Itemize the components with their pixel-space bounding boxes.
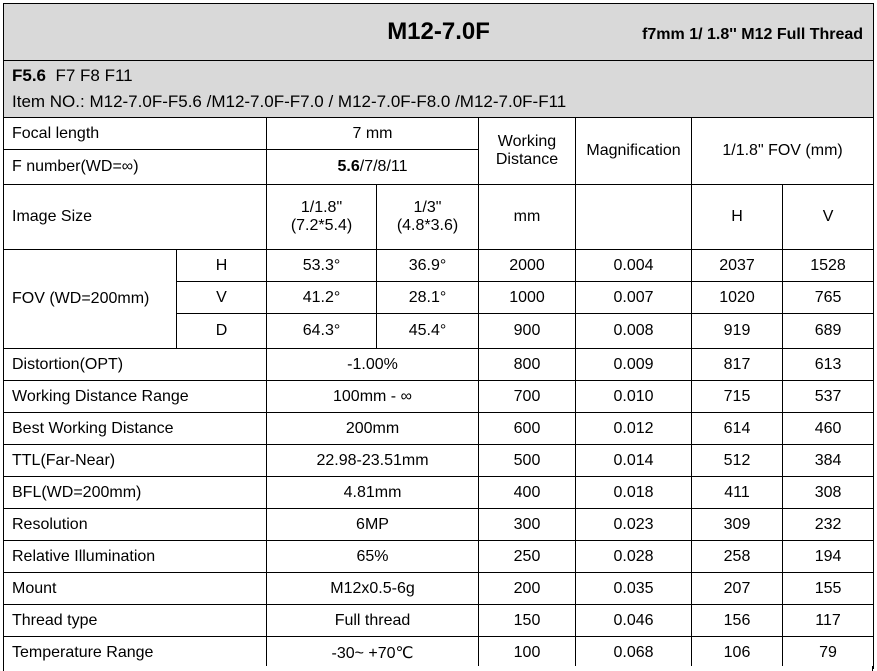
spec-row — [4, 573, 874, 605]
wd-value: 2000 — [479, 250, 576, 282]
wd-value: 800 — [479, 349, 576, 381]
fov-v-value: 155 — [783, 573, 874, 605]
fov-value-1: 41.2° — [267, 282, 377, 314]
fov-h-value: 1020 — [692, 282, 783, 314]
spec-value: 4.81mm — [267, 477, 479, 509]
spec-label: Mount — [4, 573, 267, 605]
fov-h-value: 411 — [692, 477, 783, 509]
fov-value-2: 28.1° — [377, 282, 479, 314]
spec-row — [4, 509, 874, 541]
spec-label: TTL(Far-Near) — [4, 445, 267, 477]
spec-sheet — [3, 3, 873, 669]
fov-v-header: V — [783, 185, 874, 250]
spec-label: Best Working Distance — [4, 413, 267, 445]
spec-label: Working Distance Range — [4, 381, 267, 413]
spec-value: 6MP — [267, 509, 479, 541]
item-number: Item NO.: M12-7.0F-F5.6 /M12-7.0F-F7.0 / M12-7.0F-F8.0 /M12-7.0F-F11 — [12, 92, 567, 111]
spec-value: Full thread — [267, 605, 479, 637]
fov-h-value: 207 — [692, 573, 783, 605]
fov-v-value: 537 — [783, 381, 874, 413]
fov-axis: D — [177, 314, 267, 349]
f-selected: F5.6 — [12, 66, 47, 85]
item-row — [4, 61, 874, 118]
wd-value: 300 — [479, 509, 576, 541]
mag-value: 0.068 — [576, 637, 692, 669]
fov-h-value: 512 — [692, 445, 783, 477]
spec-row — [4, 349, 874, 381]
title-row — [4, 4, 874, 61]
focal-length-label: Focal length — [4, 118, 267, 150]
wd-value: 200 — [479, 573, 576, 605]
mag-value: 0.014 — [576, 445, 692, 477]
fov-h-value: 106 — [692, 637, 783, 669]
f-variants — [12, 63, 873, 89]
mag-value: 0.012 — [576, 413, 692, 445]
fov-v-value: 689 — [783, 314, 874, 349]
image-size-col2: 1/3" (4.8*3.6) — [377, 185, 479, 250]
spec-value: M12x0.5-6g — [267, 573, 479, 605]
mag-value: 0.004 — [576, 250, 692, 282]
fov-v-value: 613 — [783, 349, 874, 381]
fov-h-value: 309 — [692, 509, 783, 541]
fov-h-value: 258 — [692, 541, 783, 573]
f-number-value: 5.6/7/8/11 — [267, 150, 479, 185]
spec-table — [3, 3, 874, 669]
wd-value: 250 — [479, 541, 576, 573]
image-size-label: Image Size — [4, 185, 267, 250]
fov-h-value: 2037 — [692, 250, 783, 282]
f-number-label: F number(WD=∞) — [4, 150, 267, 185]
wd-value: 100 — [479, 637, 576, 669]
title-cell — [4, 4, 874, 61]
fov-axis: H — [177, 250, 267, 282]
magnification-header: Magnification — [576, 118, 692, 185]
spec-label: Temperature Range — [4, 637, 267, 669]
fov-value-2: 36.9° — [377, 250, 479, 282]
item-cell — [4, 61, 874, 118]
spec-row — [4, 381, 874, 413]
spec-value: -30~ +70℃ — [267, 637, 479, 669]
wd-value: 150 — [479, 605, 576, 637]
spec-row — [4, 477, 874, 509]
spec-value: -1.00% — [267, 349, 479, 381]
fov-row — [4, 250, 874, 282]
spec-label: BFL(WD=200mm) — [4, 477, 267, 509]
mag-value: 0.007 — [576, 282, 692, 314]
model-subtitle: f7mm 1/ 1.8'' M12 Full Thread — [642, 26, 864, 43]
mag-value: 0.009 — [576, 349, 692, 381]
fov-v-value: 79 — [783, 637, 874, 669]
fov-header: 1/1.8" FOV (mm) — [692, 118, 874, 185]
mag-value: 0.028 — [576, 541, 692, 573]
spec-label: Distortion(OPT) — [4, 349, 267, 381]
wd-value: 600 — [479, 413, 576, 445]
mag-value: 0.010 — [576, 381, 692, 413]
fov-v-value: 117 — [783, 605, 874, 637]
fov-value-2: 45.4° — [377, 314, 479, 349]
wd-value: 700 — [479, 381, 576, 413]
fov-h-value: 614 — [692, 413, 783, 445]
fov-v-value: 308 — [783, 477, 874, 509]
fov-h-header: H — [692, 185, 783, 250]
mag-value: 0.018 — [576, 477, 692, 509]
fov-h-value: 817 — [692, 349, 783, 381]
image-size-row — [4, 185, 874, 250]
spec-row — [4, 445, 874, 477]
f-others: F7 F8 F11 — [55, 66, 133, 85]
image-size-col1: 1/1.8" (7.2*5.4) — [267, 185, 377, 250]
mag-value: 0.035 — [576, 573, 692, 605]
fov-v-value: 232 — [783, 509, 874, 541]
model-title: M12-7.0F — [387, 18, 490, 45]
mag-value: 0.023 — [576, 509, 692, 541]
fov-h-value: 919 — [692, 314, 783, 349]
magnification-unit-cell — [576, 185, 692, 250]
mag-value: 0.008 — [576, 314, 692, 349]
spec-row — [4, 605, 874, 637]
fov-value-1: 64.3° — [267, 314, 377, 349]
wd-unit-header: mm — [479, 185, 576, 250]
spec-row — [4, 637, 874, 669]
fov-v-value: 1528 — [783, 250, 874, 282]
fov-v-value: 460 — [783, 413, 874, 445]
spec-value: 22.98-23.51mm — [267, 445, 479, 477]
table-bottom-continuation — [3, 666, 873, 671]
wd-value: 500 — [479, 445, 576, 477]
spec-value: 100mm - ∞ — [267, 381, 479, 413]
fov-v-value: 194 — [783, 541, 874, 573]
fov-v-value: 765 — [783, 282, 874, 314]
focal-length-row — [4, 118, 874, 150]
fov-h-value: 715 — [692, 381, 783, 413]
working-distance-header: Working Distance — [479, 118, 576, 185]
wd-value: 1000 — [479, 282, 576, 314]
focal-length-value: 7 mm — [267, 118, 479, 150]
spec-label: Thread type — [4, 605, 267, 637]
spec-row — [4, 541, 874, 573]
wd-value: 900 — [479, 314, 576, 349]
fov-v-value: 384 — [783, 445, 874, 477]
spec-value: 65% — [267, 541, 479, 573]
fov-h-value: 156 — [692, 605, 783, 637]
spec-row — [4, 413, 874, 445]
fov-label: FOV (WD=200mm) — [4, 250, 177, 349]
spec-label: Relative Illumination — [4, 541, 267, 573]
fov-value-1: 53.3° — [267, 250, 377, 282]
wd-value: 400 — [479, 477, 576, 509]
spec-label: Resolution — [4, 509, 267, 541]
fov-axis: V — [177, 282, 267, 314]
spec-value: 200mm — [267, 413, 479, 445]
mag-value: 0.046 — [576, 605, 692, 637]
